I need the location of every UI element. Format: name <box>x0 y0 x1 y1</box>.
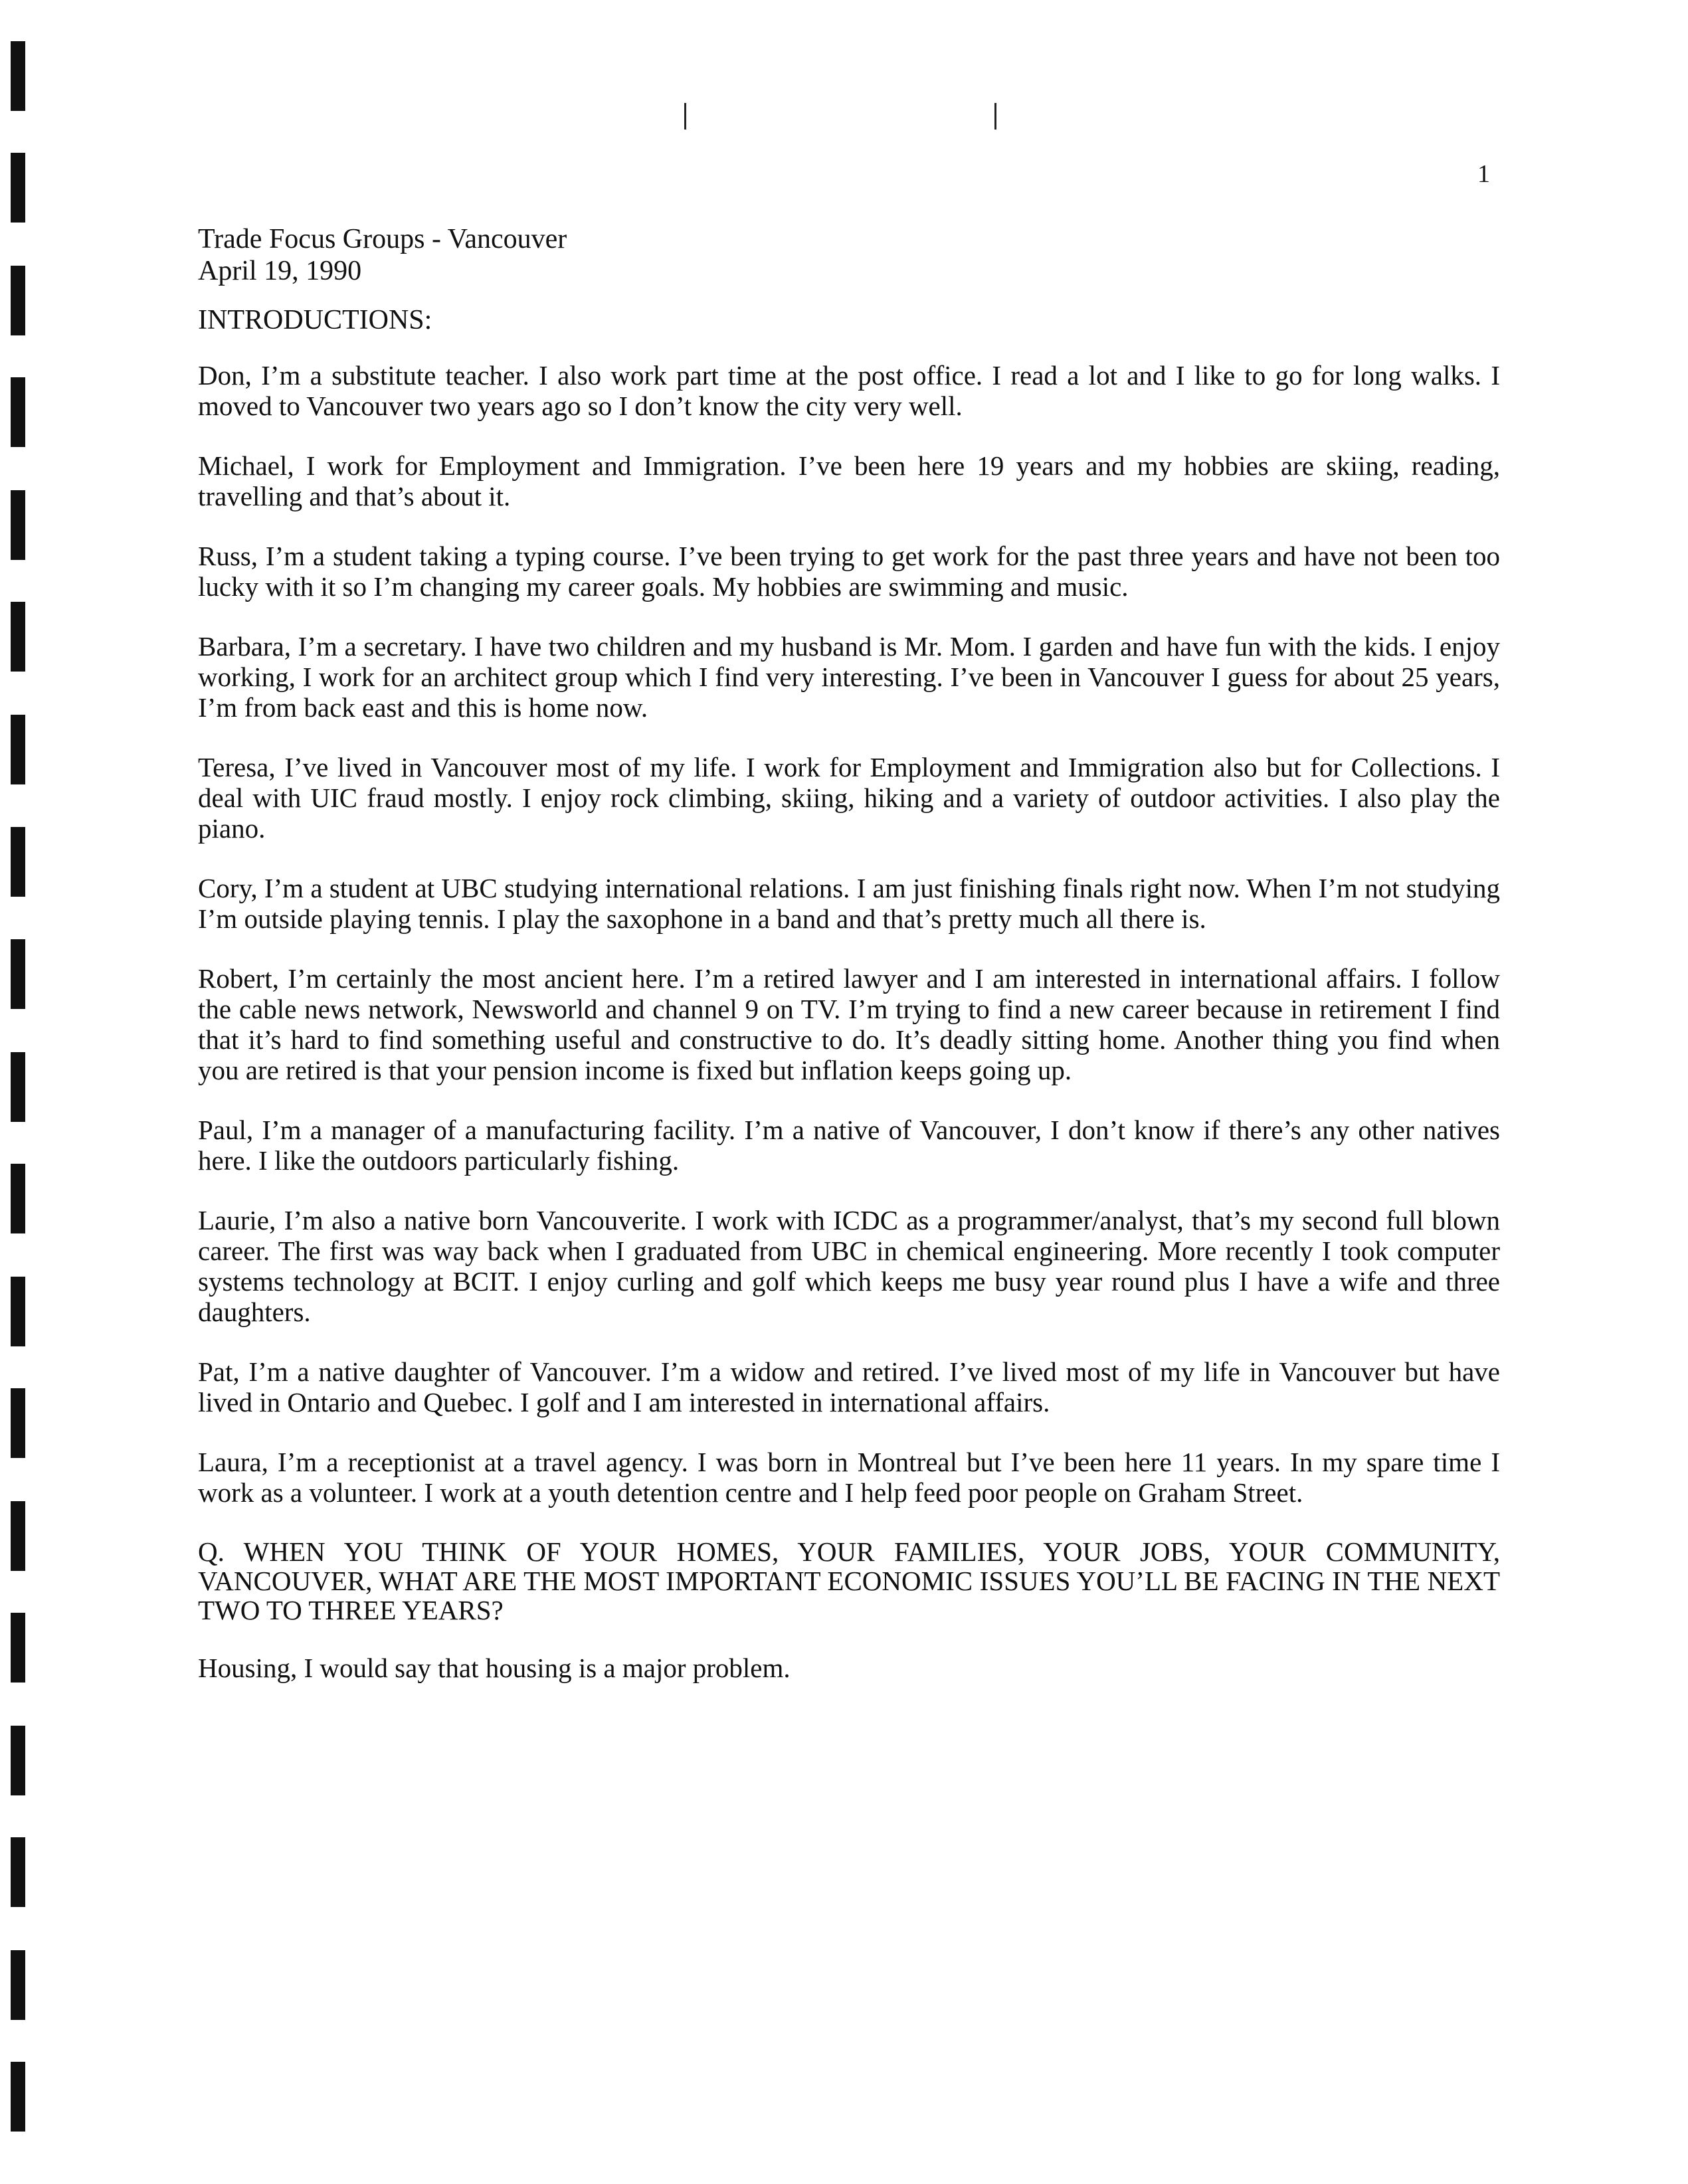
document-title: Trade Focus Groups - Vancouver <box>198 224 567 254</box>
binding-mark <box>11 1164 25 1233</box>
question-text: Q. WHEN YOU THINK OF YOUR HOMES, YOUR FAMILIES, YOUR JOBS, YOUR COMMUNITY, VANCOUVER, WHAT ARE THE MOST IMPORTANT ECONOMIC ISSUES YOU’LL BE FACING IN THE NEXT TWO TO THREE YEARS? <box>198 1536 1500 1625</box>
scan-tick-mark <box>684 103 686 130</box>
paragraph-robert: Robert, I’m certainly the most ancient here. I’m a retired lawyer and I am interested in international affairs. I follow the cable news network, Newsworld and channel 9 on TV. I’m trying to find a new career because in retirement I find that it’s hard to find something useful and constructive to do. It’s deadly sitting home. Another thing you find when you are retired is that your pension income is fixed but inflation keeps going up. <box>198 963 1500 1085</box>
paragraph-barbara: Barbara, I’m a secretary. I have two children and my husband is Mr. Mom. I garden and have fun with the kids. I enjoy working, I work for an architect group which I find very interesting. I’ve been in Vancouver I guess for about 25 years, I’m from back east and this is home now. <box>198 631 1500 723</box>
paragraph-michael: Michael, I work for Employment and Immigration. I’ve been here 19 years and my hobbies are skiing, reading, travelling and that’s about it. <box>198 450 1500 511</box>
binding-mark <box>11 2062 25 2132</box>
paragraph-teresa: Teresa, I’ve lived in Vancouver most of my life. I work for Employment and Immigration also but for Collections. I deal with UIC fraud mostly. I enjoy rock climbing, skiing, hiking and a variety of outdoor activities. I also play the piano. <box>198 752 1500 844</box>
paragraph-russ: Russ, I’m a student taking a typing course. I’ve been trying to get work for the past three years and have not been too lucky with it so I’m changing my career goals. My hobbies are swimming and music. <box>198 541 1500 602</box>
paragraph-cory: Cory, I’m a student at UBC studying international relations. I am just finishing finals right now. When I’m not studying I’m outside playing tennis. I play the saxophone in a band and that’s pretty much all there is. <box>198 873 1500 934</box>
binding-mark <box>11 1501 25 1571</box>
binding-mark <box>11 1726 25 1795</box>
binding-mark <box>11 1277 25 1346</box>
binding-mark <box>11 41 25 111</box>
binding-mark <box>11 1613 25 1683</box>
binding-mark <box>11 1388 25 1458</box>
binding-mark <box>11 490 25 560</box>
document-body <box>198 223 1500 1683</box>
paragraph-laura: Laura, I’m a receptionist at a travel agency. I was born in Montreal but I’ve been here 11 years. In my spare time I work as a volunteer. I work at a youth detention centre and I help feed poor people on Graham Street. <box>198 1447 1500 1508</box>
binding-mark <box>11 1052 25 1122</box>
document-date: April 19, 1990 <box>198 256 362 286</box>
paragraph-pat: Pat, I’m a native daughter of Vancouver. I’m a widow and retired. I’ve lived most of my life in Vancouver but have lived in Ontario and Quebec. I golf and I am interested in international affairs. <box>198 1356 1500 1417</box>
binding-mark <box>11 266 25 335</box>
paragraph-laurie: Laurie, I’m also a native born Vancouverite. I work with ICDC as a programmer/analyst, that’s my second full blown career. The first was way back when I graduated from UBC in chemical engineering. More recently I took computer systems technology at BCIT. I enjoy curling and golf which keeps me busy year round plus I have a wife and three daughters. <box>198 1205 1500 1327</box>
binding-mark <box>11 1950 25 2020</box>
scan-tick-mark <box>994 103 996 130</box>
binding-mark <box>11 715 25 784</box>
binding-mark <box>11 602 25 672</box>
page-number: 1 <box>1477 160 1490 188</box>
paragraph-paul: Paul, I’m a manager of a manufacturing facility. I’m a native of Vancouver, I don’t know if there’s any other natives here. I like the outdoors particularly fishing. <box>198 1115 1500 1176</box>
binding-mark <box>11 1837 25 1907</box>
answer-text: Housing, I would say that housing is a major problem. <box>198 1653 791 1683</box>
binding-mark <box>11 153 25 223</box>
binding-mark <box>11 939 25 1009</box>
paragraph-don: Don, I’m a substitute teacher. I also work part time at the post office. I read a lot and I like to go for long walks. I moved to Vancouver two years ago so I don’t know the city very well. <box>198 360 1500 421</box>
binding-mark <box>11 827 25 897</box>
binding-mark <box>11 377 25 447</box>
section-heading: INTRODUCTIONS: <box>198 305 432 335</box>
